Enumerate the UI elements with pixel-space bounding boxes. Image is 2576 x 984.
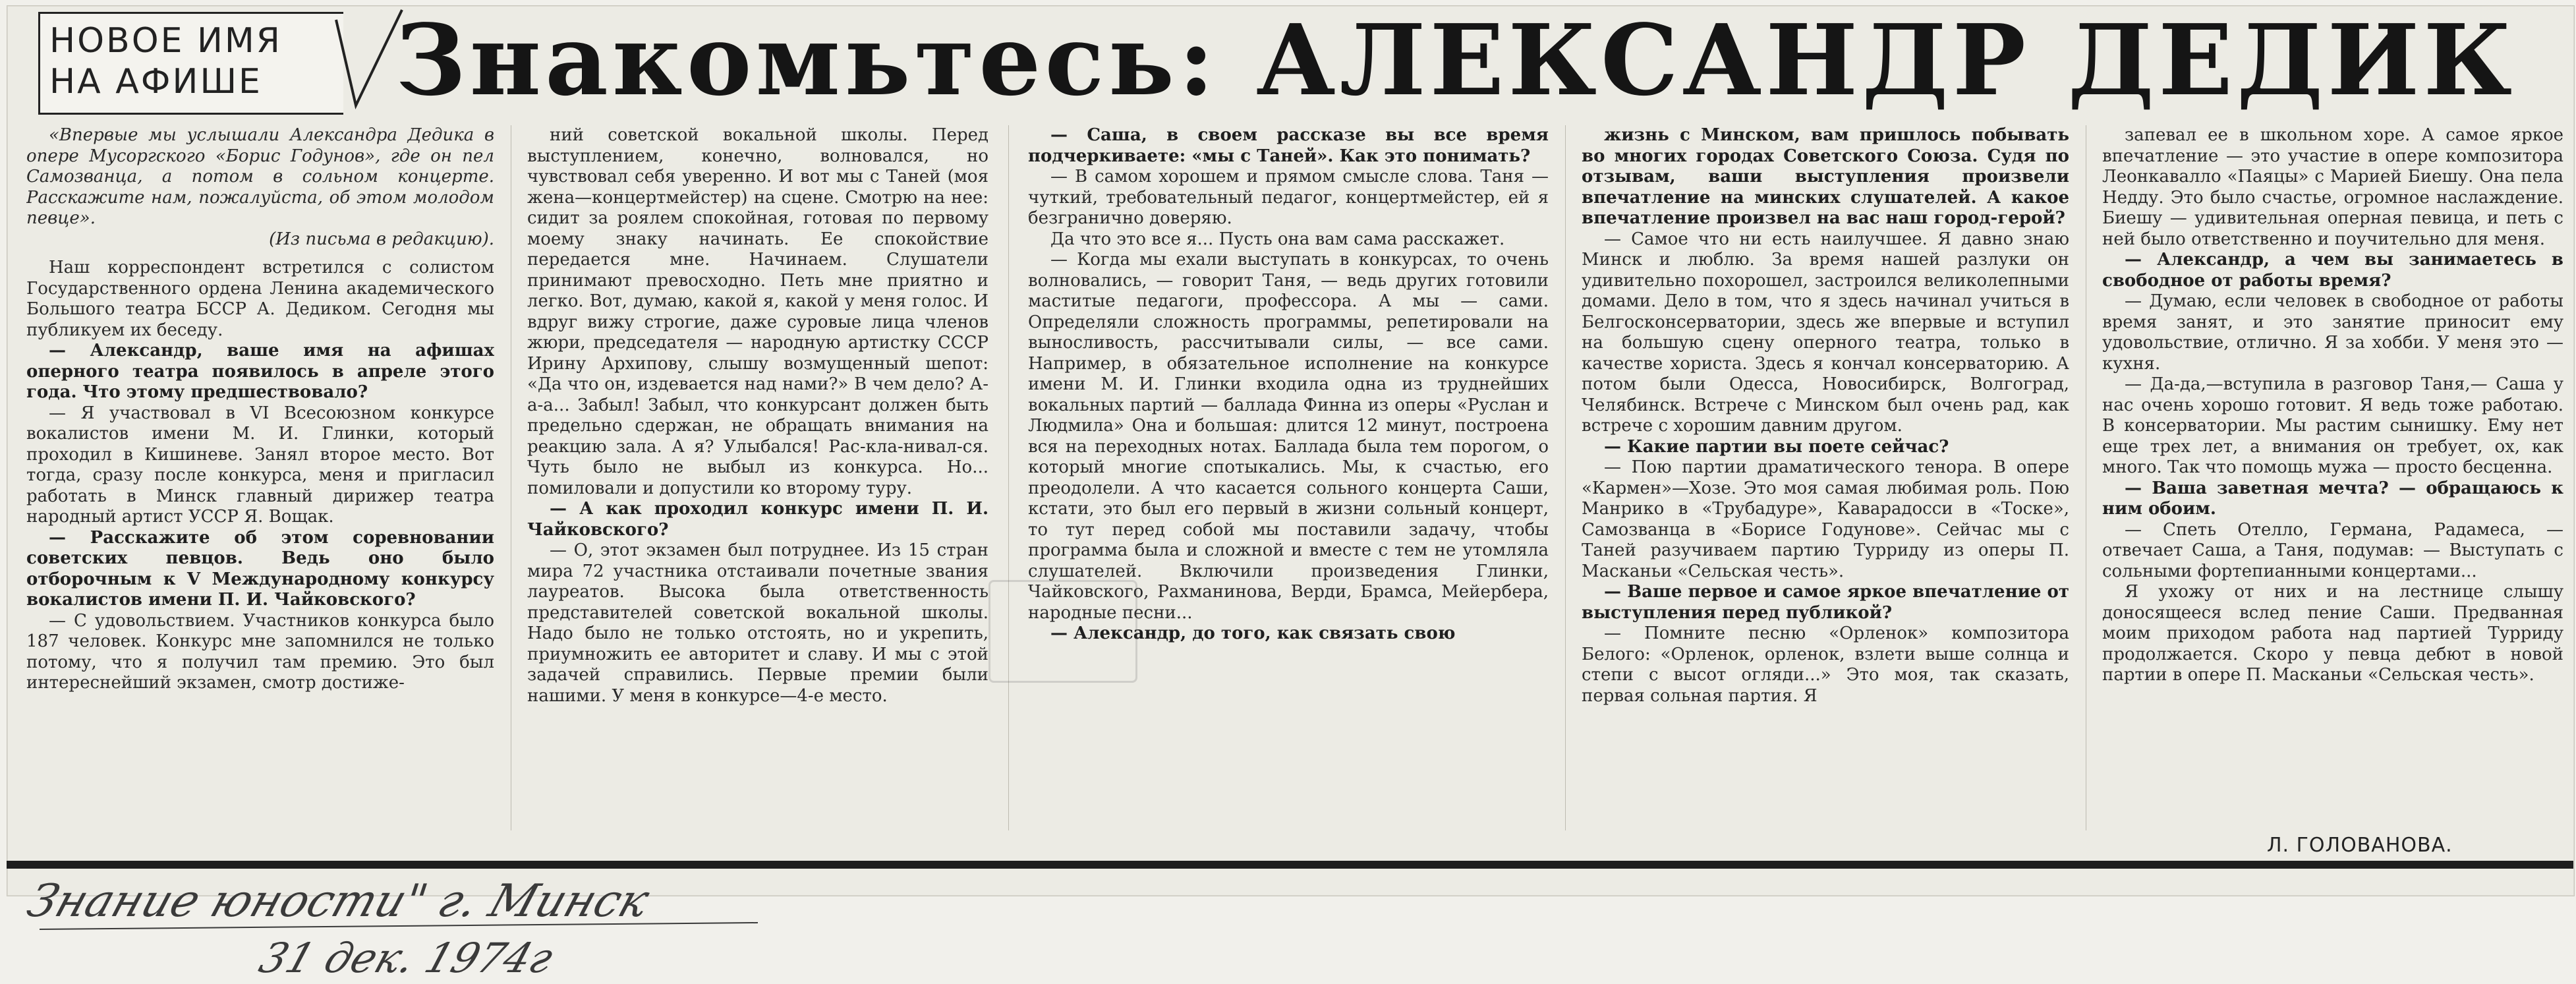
article-paragraph: ний советской вокальной школы. Перед выступлением, конечно, волновался, но чувствовал себя уверенно. И вот мы с Таней (моя жена—концертмейстер) на сцене. Смотрю на нее: сидит за роялем спокойная, готовая по первому моему знаку начинать. Ее спокойствие передается мне. Начинаем. Слушатели принимают превосходно. Петь мне приятно и легко. Вот, думаю, какой я, какой у меня голос. И вдруг вижу строгие, даже суровые лица членов жюри, председателя — народную артистку СССР Ирину Архипову, слышу возмущенный шепот: «Да что он, издевается над нами?» В чем дело? А-а-а... Забыл! Забыл, что конкурсант должен быть предельно сдержан, не обращать внимания на реакцию зала. А я? Улыбался! Рас-кла-нивал-ся. Чуть было не выбыл из конкурса. Но... помиловали и допустили ко второму туру. (527, 125, 988, 498)
article-paragraph: — С удовольствием. Участников конкурса было 187 человек. Конкурс мне запомнился не только потому, что я получил там премию. Это был интереснейший экзамен, смотр достиже- (26, 610, 494, 693)
article-paragraph: — Самое что ни есть наилучшее. Я давно знаю Минск и люблю. За время нашей разлуки он удивительно похорошел, застроился великолепными домами. Дело в том, что я здесь начинал учиться в Белгосконсерватории, здесь же впервые и вступил на большую сцену оперного театра, только в качестве хориста. Здесь я кончал консерваторию. А потом были Одесса, Новосибирск, Волгоград, Челябинск. Встрече с Минском был очень рад, как встрече с хорошим давним другом. (1582, 229, 2069, 436)
interview-question: — Александр, ваше имя на афишах оперного театра появилось в апреле этого года. Что этому предшествовало? (26, 341, 494, 402)
interview-question: — А как проходил конкурс имени П. И. Чайковского? (527, 499, 988, 540)
article-paragraph: Наш корреспондент встретился с солистом Государственного ордена Ленина академического Большого театра БССР А. Дедиком. Сегодня мы публикуем их беседу. (26, 258, 494, 340)
letter-attribution: (Из письма в редакцию). (269, 229, 494, 249)
article-column-3 (1028, 125, 1549, 830)
interview-question: — Александр, а чем вы занимаетесь в свободное от работы время? (2102, 250, 2563, 291)
article-paragraph: — Помните песню «Орленок» композитора Белого: «Орленок, орленок, взлети выше солнца и степи с высот огляди...» Это моя, так сказать, первая сольная партия. Я (1582, 623, 2069, 706)
article-paragraph: запевал ее в школьном хоре. А самое яркое впечатление — это участие в опере композитора Леонкавалло «Паяцы» с Марией Биешу. Она пела Недду. Это было счастье, огромное наслаждение. Биешу — удивительная оперная певица, и петь с ней было ответственно и поучительно для меня. (2102, 125, 2563, 249)
rubric-line-1: НОВОЕ ИМЯ (49, 21, 282, 61)
article-paragraph: — В самом хорошем и прямом смысле слова. Таня — чуткий, требовательный педагог, концертмейстер, ей я безгранично доверяю. (1028, 167, 1549, 228)
article-column-5 (2102, 125, 2563, 830)
article-paragraph: — Когда мы ехали выступать в конкурсах, то очень волновались, — говорит Таня, — ведь других готовили маститые педагоги, профессора. А мы — сами. Определяли сложность программы, репетировали на выносливость, рассчитывали силы, — все сами. Например, в обязательное исполнение на конкурсе имени М. И. Глинки входила одна из труднейших вокальных партий — баллада Финна из оперы «Руслан и Людмила» Она и большая: длится 12 минут, построена вся на переходных нотах. Баллада была тем порогом, о который многие спотыкались. Мы, к счастью, его преодолели. А что касается сольного концерта Саши, кстати, это был его первый в жизни сольный концерт, то тут перед собой мы поставили задачу, чтобы программа была и сложной и вместе с тем не утомляла слушателей. Включили произведения Глинки, Чайковского, Рахманинова, Верди, Брамса, Мейербера, народные песни... (1028, 250, 1549, 623)
column-divider (1565, 125, 1566, 830)
article-column-1 (26, 125, 494, 830)
article-paragraph: — О, этот экзамен был потруднее. Из 15 стран мира 72 участника отстаивали почетные звания лауреатов. Высока была ответственность представителей советской вокальной школы. Надо было не только отстоять, но и укрепить, приумножить ее авторитет и славу. И мы с этой задачей справились. Первые премии были нашими. У меня в конкурсе—4-е место. (527, 540, 988, 706)
article-paragraph: — Спеть Отелло, Германа, Радамеса, — отвечает Саша, а Таня, подумав: — Выступать с сольными фортепианными концертами... (2102, 519, 2563, 581)
faded-stamp (988, 580, 1137, 683)
article-paragraph: — Я участвовал в VI Всесоюзном конкурсе вокалистов имени М. И. Глинки, который проходил в Кишиневе. Занял второе место. Вот тогда, сразу после конкурса, меня и пригласил работать в Минск главный дирижер театра народный артист УССР Я. Вощак. (26, 403, 494, 527)
article-paragraph: — Пою партии драматического тенора. В опере «Кармен»—Хозе. Это моя самая любимая роль. Пою Манрико в «Трубадуре», Каварадосси в «Тоске», Самозванца в «Борисе Годунове». Сейчас мы с Таней разучиваем партию Турриду из оперы П. Масканьи «Сельская честь». (1582, 457, 2069, 581)
rubric-box (38, 12, 343, 115)
article-paragraph: Да что это все я... Пусть она вам сама расскажет. (1050, 229, 1505, 249)
interview-question: — Александр, до того, как связать свою (1050, 623, 1456, 643)
rubric-line-2: НА АФИШЕ (49, 62, 262, 101)
interview-question: — Расскажите об этом соревновании советских певцов. Ведь оно было отборочным к V Международному конкурсу вокалистов имени П. И. Чайковского? (26, 527, 494, 610)
reader-letter: «Впервые мы услышали Александра Дедика в опере Мусоргского «Борис Годунов», где он пел Самозванца, а потом в сольном концерте. Расскажите нам, пожалуйста, об этом молодом певце». (26, 125, 494, 228)
interview-question: — Какие партии вы поете сейчас? (1604, 436, 1949, 457)
bottom-rule (7, 861, 2573, 869)
article-paragraph: — Да-да,—вступила в разговор Таня,— Саша у нас очень хорошо готовит. Я ведь тоже работаю. В консерватории. Мы растим сынишку. Ему нет еще трех лет, а внимания он требует, ох, как много. Так что помощь мужа — просто бесценна. (2102, 374, 2563, 477)
handwritten-line-1: Знание юности" г. Минск (20, 875, 656, 927)
headline: Знакомьтесь: АЛЕКСАНДР ДЕДИК (395, 3, 2517, 117)
interview-question: — Ваше первое и самое яркое впечатление от выступления перед публикой? (1582, 582, 2069, 623)
article-paragraph: Я ухожу от них и на лестнице слышу доносящееся вслед пение Саши. Предванная моим приходом работа над партией Турриду продолжается. Скоро у певца дебют в новой партии в опере П. Масканьи «Сельская честь». (2102, 582, 2563, 685)
handwritten-line-2: 31 дек. 1974г (253, 935, 559, 983)
column-divider (1008, 125, 1009, 830)
article-column-4 (1582, 125, 2069, 830)
interview-question: жизнь с Минском, вам пришлось побывать во многих городах Советского Союза. Судя по отзывам, ваши выступления произвели впечатление на минских слушателей. А какое впечатление произвел на вас наш город-герой? (1582, 125, 2069, 228)
article-column-2 (527, 125, 988, 830)
handwritten-annotation (0, 870, 857, 984)
article-paragraph: — Думаю, если человек в свободное от работы время занят, и это занятие приносит ему удовольствие, отлично. Я за хобби. У меня это — кухня. (2102, 291, 2563, 374)
author-signature: Л. ГОЛОВАНОВА. (2267, 834, 2453, 857)
interview-question: — Саша, в своем рассказе вы все время подчеркиваете: «мы с Таней». Как это понимать? (1028, 125, 1549, 166)
interview-question: — Ваша заветная мечта? — обращаюсь к ним обоим. (2102, 478, 2563, 519)
